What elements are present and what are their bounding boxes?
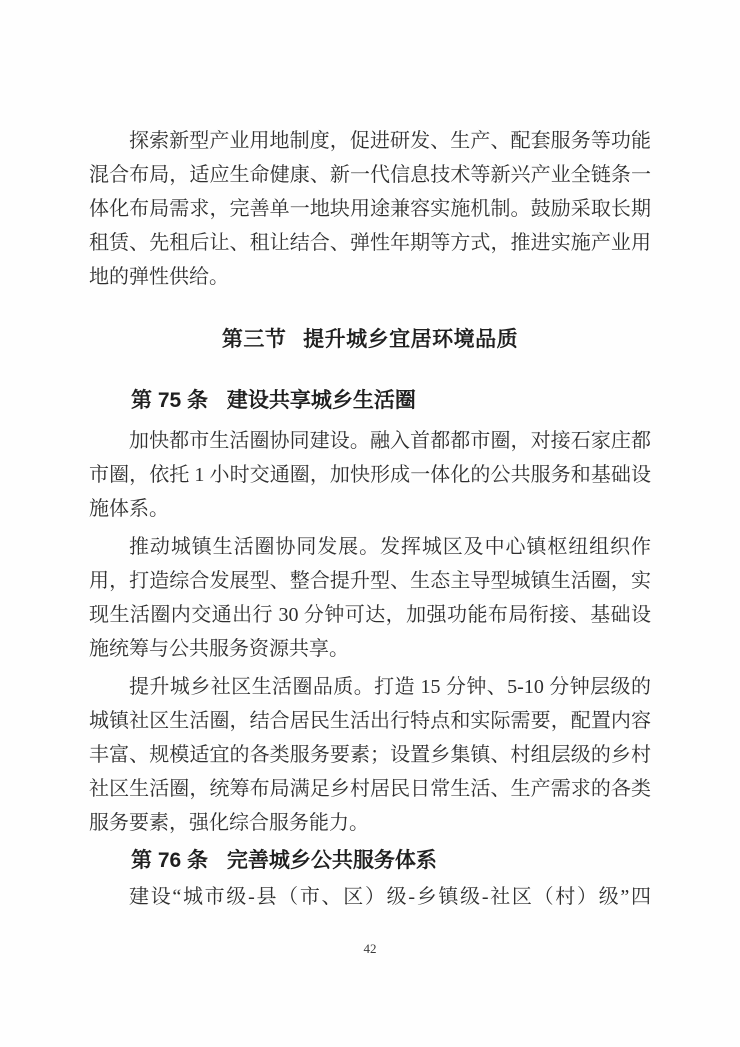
page-number: 42 bbox=[363, 941, 377, 956]
paragraph-metro-life-circle: 加快都市生活圈协同建设。融入首都都市圈，对接石家庄都市圈，依托 1 小时交通圈，加快形成一体化的公共服务和基础设施体系。 bbox=[89, 430, 651, 520]
article-75-label: 第 75 条 bbox=[131, 389, 209, 412]
paragraph-community-life-circle: 提升城乡社区生活圈品质。打造 15 分钟、5-10 分钟层级的城镇社区生活圈，结合居民生活出行特点和实际需要，配置内容丰富、规模适宜的各类服务要素；设置乡集镇、村组层级的乡村社区生活圈，统筹布局满足乡村居民日常生活、生产需求的各类服务要素，强化综合服务能力。 bbox=[89, 676, 651, 834]
article-76-title: 完善城乡公共服务体系 bbox=[226, 849, 437, 872]
paragraph-town-life-circle: 推动城镇生活圈协同发展。发挥城区及中心镇枢纽组织作用，打造综合发展型、整合提升型、生态主导型城镇生活圈，实现生活圈内交通出行 30 分钟可达，加强功能布局衔接、基础设施统筹与公共服务资源共享。 bbox=[89, 536, 651, 660]
article-76-heading bbox=[89, 844, 651, 878]
article-75-heading bbox=[89, 384, 651, 418]
article-76-label: 第 76 条 bbox=[131, 849, 209, 872]
article-75-title: 建设共享城乡生活圈 bbox=[226, 389, 416, 412]
section-3-label: 第三节 bbox=[221, 328, 287, 351]
paragraph-industrial-land-policy: 探索新型产业用地制度，促进研发、生产、配套服务等功能混合布局，适应生命健康、新一代信息技术等新兴产业全链条一体化布局需求，完善单一地块用途兼容实施机制。鼓励采取长期租赁、先租后让、租让结合、弹性年期等方式，推进实施产业用地的弹性供给。 bbox=[89, 130, 651, 288]
section-3-title: 提升城乡宜居环境品质 bbox=[303, 328, 519, 351]
section-3-heading bbox=[89, 322, 651, 358]
paragraph-public-service-system: 建设“城市级-县（市、区）级-乡镇级-社区（村）级”四 bbox=[129, 886, 651, 908]
